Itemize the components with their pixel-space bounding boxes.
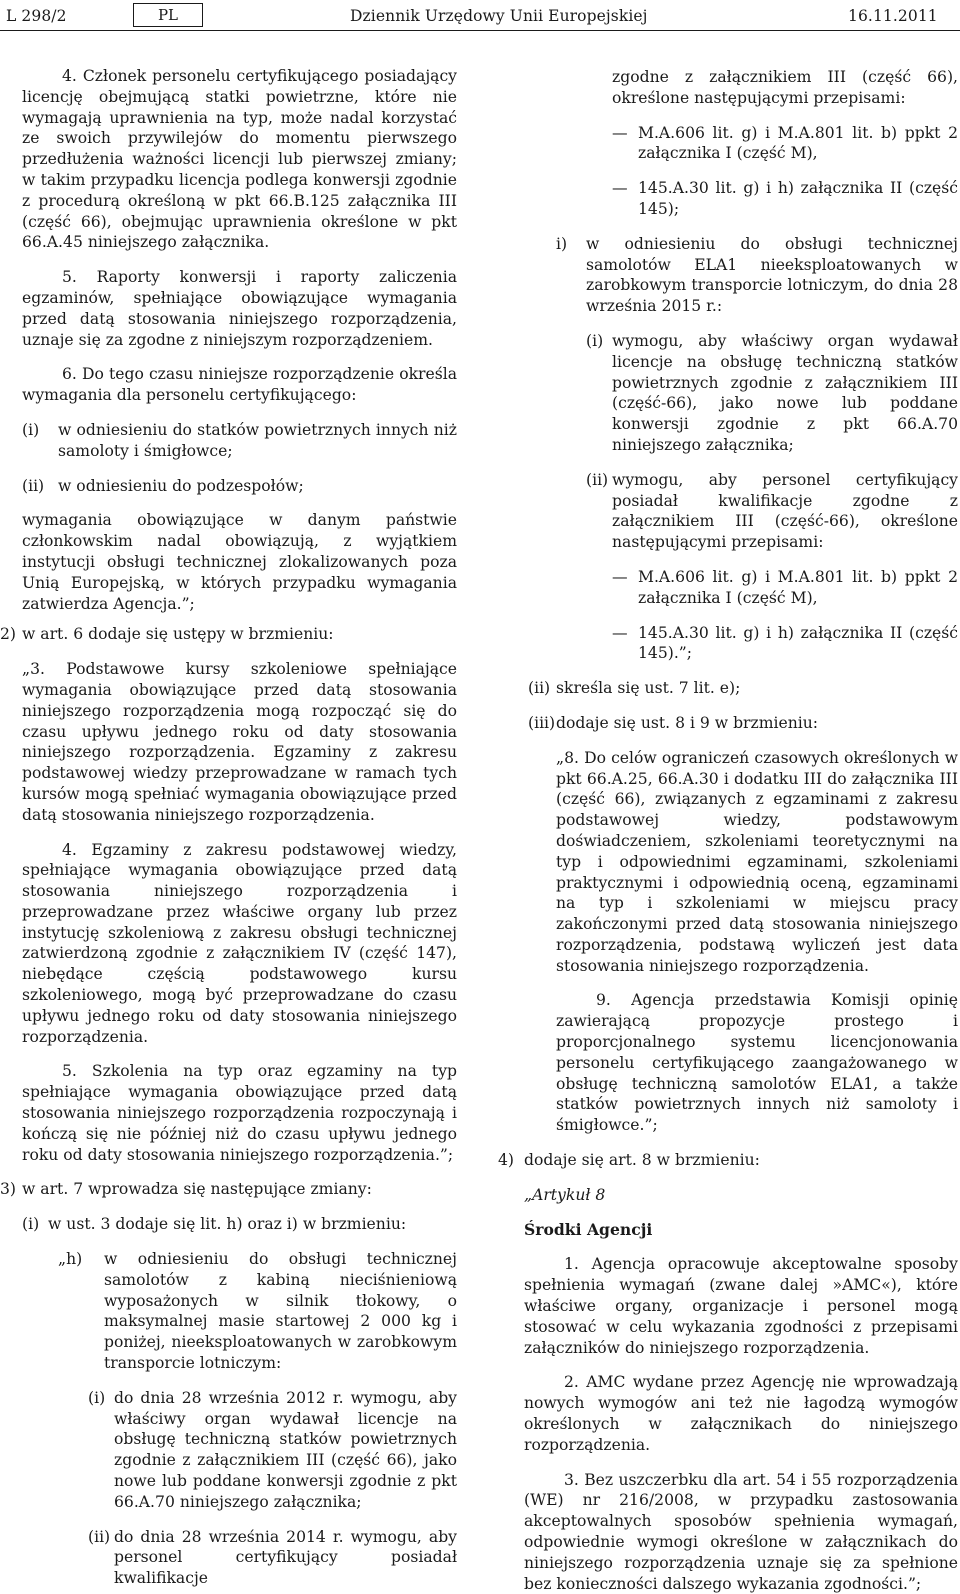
point-label: (ii): [586, 470, 609, 489]
dash-item-4: [612, 623, 958, 665]
letter-h-point-i: [88, 1388, 457, 1513]
article-8-heading: Środki Agencji: [524, 1219, 653, 1239]
dash-marker: —: [612, 179, 628, 198]
paragraph-5: 5. Raporty konwersji i raporty zaliczenia egzaminów, spełniające obowiązujące wymagania przed datą stosowania niniejszego rozporządzenia, uznaje się za zgodne z niniejszym rozporządzeniem.: [22, 268, 457, 349]
point-label: i): [556, 234, 568, 253]
letter-i-point-ii: [586, 470, 958, 553]
letter-i-point-i: [586, 331, 958, 456]
left-column: [0, 66, 457, 1589]
page-header: [0, 0, 960, 34]
dash-item-3: [612, 567, 958, 609]
dash-marker: —: [612, 567, 628, 586]
point-text: do dnia 28 września 2014 r. wymogu, aby personel certyfikujący posiadał kwalifikacje: [114, 1527, 457, 1588]
point-label: (ii): [22, 476, 45, 495]
point-label: (ii): [88, 1527, 111, 1546]
point-text: w odniesieniu do obsługi technicznej samolotów z kabiną nieciśnieniową wyposażonych w silnik tłokowy, o maksymalnej masie startowej 2 000 kg i poniżej, nieeksploatowanych w zarobkowym transporcie lotniczym:: [104, 1250, 457, 1373]
point-text: w ust. 3 dodaje się lit. h) oraz i) w brzmieniu:: [48, 1215, 407, 1234]
quoted-paragraph-5: 5. Szkolenia na typ oraz egzaminy na typ spełniające wymagania obowiązujące przed datą stosowania niniejszego rozporządzenia rozpoczynają i kończą się nie później niż do czasu upływu jednego roku od daty stosowania niniejszego rozporządzenia.”;: [22, 1062, 457, 1164]
quoted-paragraph-8: „8. Do celów ograniczeń czasowych określonych w pkt 66.A.25, 66.A.30 i dodatku III do załącznika III (część 66), związanych z egzaminami z zakresu podstawowej wiedzy, podstawowym doświadczeniem, szkoleniami teoretycznymi na typ i odpowiednimi egzaminami, szkoleniami praktycznymi i odpowiednią oceną, egzaminami na typ i szkoleniami w miejscu pracy zakończonymi przed datą stosowania niniejszego rozporządzenia, podstawą wyliczeń jest data stosowania niniejszego rozporządzenia.: [556, 748, 958, 975]
header-rule: [0, 30, 960, 31]
point-text: w art. 6 dodaje się ustępy w brzmieniu:: [22, 625, 334, 644]
dash-text: 145.A.30 lit. g) i h) załącznika II (część 145);: [638, 179, 958, 218]
dash-text: M.A.606 lit. g) i M.A.801 lit. b) ppkt 2 załącznika I (część M),: [638, 567, 958, 607]
letter-h: [58, 1249, 457, 1374]
point-label: (i): [88, 1388, 106, 1407]
paragraph-6-point-ii: [22, 476, 457, 497]
language-box: PL: [133, 3, 203, 27]
article-point-2: [0, 624, 457, 645]
point-label: (ii): [528, 679, 551, 698]
point-label: 4): [498, 1151, 515, 1170]
letter-h-point-ii: [88, 1527, 457, 1589]
letter-h-point-ii-continued: zgodne z załącznikiem III (część 66), określone następującymi przepisami:: [612, 68, 958, 107]
paragraph-6-point-i: [22, 420, 457, 462]
quoted-paragraph-4: 4. Egzaminy z zakresu podstawowej wiedzy, spełniające wymagania obowiązujące przed datą stosowania niniejszego rozporządzenia i przeprowadzane przez właściwe organy lub przez instytucję szkoleniową z zakresu obsługi technicznej zatwierdzoną zgodnie z załącznikiem IV (część 147), niebędące częścią podstawowego kursu szkoleniowego, mogą być przeprowadzane do czasu upływu jednego roku od daty stosowania niniejszego rozporządzenia.: [22, 840, 457, 1046]
article-8-title: „Artykuł 8: [524, 1185, 606, 1204]
article-8-paragraph-2: 2. AMC wydane przez Agencję nie wprowadzają nowych wymogów ani też nie łagodzą wymogów określonych w załącznikach do niniejszego rozporządzenia.: [524, 1373, 958, 1454]
article-point-3-iii: [528, 713, 958, 734]
point-label: „h): [58, 1250, 83, 1269]
point-label: (i): [22, 1215, 40, 1234]
dash-text: M.A.606 lit. g) i M.A.801 lit. b) ppkt 2 załącznika I (część M),: [638, 123, 958, 163]
point-label: (i): [22, 420, 40, 439]
point-text: dodaje się ust. 8 i 9 w brzmieniu:: [556, 713, 819, 732]
point-text: do dnia 28 września 2012 r. wymogu, aby właściwy organ wydawał licencje na obsługę techniczną statków powietrznych zgodnie z załącznikiem III (część 66), jako nowe lub poddane konwersji zgodnie z pkt 66.A.70 niniejszego załącznika;: [114, 1388, 457, 1511]
point-text: w odniesieniu do obsługi technicznej samolotów ELA1 nieeksploatowanych w zarobkowym transporcie lotniczym, do dnia 28 września 2015 r.:: [586, 234, 958, 316]
point-text: w art. 7 wprowadza się następujące zmiany:: [22, 1180, 372, 1199]
page-reference: L 298/2: [6, 7, 67, 25]
point-text: dodaje się art. 8 w brzmieniu:: [524, 1151, 760, 1170]
article-8-paragraph-1: 1. Agencja opracowuje akceptowalne sposoby spełnienia wymagań (zwane dalej »AMC«), które właściwe organy, organizacje i personel mogą stosować w celu wykazania zgodności z przepisami załączników do niniejszego rozporządzenia.: [524, 1255, 958, 1357]
point-text: skreśla się ust. 7 lit. e);: [556, 679, 741, 698]
article-point-4: [498, 1150, 958, 1171]
article-point-3-i: [22, 1214, 457, 1235]
dash-marker: —: [612, 123, 628, 142]
point-text: w odniesieniu do statków powietrznych innych niż samoloty i śmigłowce;: [58, 420, 457, 460]
article-point-3: [0, 1179, 457, 1200]
dash-text: 145.A.30 lit. g) i h) załącznika II (część 145).”;: [638, 623, 958, 663]
journal-title: Dziennik Urzędowy Unii Europejskiej: [350, 7, 648, 25]
quoted-paragraph-9: 9. Agencja przedstawia Komisji opinię zawierającą propozycje prostego i proporcjonalnego systemu licencjonowania personelu certyfikującego zaangażowanego w obsługę techniczną samolotów ELA1, a także statków powietrznych innych niż samoloty i śmigłowce.”;: [556, 991, 958, 1135]
point-text: wymogu, aby właściwy organ wydawał licencje na obsługę techniczną statków powietrznych zgodnie z załącznikiem III (część-66), jako nowe lub poddane konwersji zgodnie z pkt 66.A.70 niniejszego załącznika;: [612, 331, 958, 454]
article-8-paragraph-3: 3. Bez uszczerbku dla art. 54 i 55 rozporządzenia (WE) nr 216/2008, w przypadku zastosowania akceptowalnych sposobów spełnienia wymagań, odpowiednie wymogi określone w załącznikach do niniejszego rozporządzenia uznaje się za spełnione bez konieczności dalszego wykazania zgodności.”;: [524, 1470, 958, 1593]
paragraph-6: 6. Do tego czasu niniejsze rozporządzenie określa wymagania dla personelu certyfikującego:: [22, 365, 457, 405]
paragraph-4: 4. Członek personelu certyfikującego posiadający licencję obejmującą statki powietrzne, które nie wymagają uprawnienia na typ, może nadal korzystać ze swoich przywilejów do momentu pierwszego przedłużenia ważności licencji lub pierwszej zmiany; w takim przypadku licencja podlega konwersji zgodnie z procedurą określoną w pkt 66.B.125 załącznika III (część 66), obejmując uprawnienia określone w pkt 66.A.45 niniejszego załącznika.: [22, 67, 457, 252]
point-label: 2): [0, 625, 17, 644]
dash-item-2: [612, 178, 958, 220]
quoted-paragraph-3: „3. Podstawowe kursy szkoleniowe spełniające wymagania obowiązujące przed datą stosowania niniejszego rozporządzenia mogą rozpocząć się do czasu upływu jednego roku od daty stosowania niniejszego rozporządzenia. Egzaminy z zakresu podstawowej wiedzy przeprowadzane w ramach tych kursów mogą spełniać wymagania obowiązujące przed datą stosowania niniejszego rozporządzenia.: [22, 660, 457, 824]
point-label: (iii): [528, 713, 556, 732]
point-text: w odniesieniu do podzespołów;: [58, 476, 304, 495]
publication-date: 16.11.2011: [848, 7, 938, 25]
paragraph-6-tail: wymagania obowiązujące w danym państwie członkowskim nadal obowiązują, z wyjątkiem instytucji obsługi technicznej zlokalizowanych poza Unią Europejską, w których przypadku wymagania zatwierdza Agencja.”;: [22, 511, 457, 613]
right-column: [498, 67, 958, 1594]
letter-i: [556, 234, 958, 317]
dash-item-1: [612, 123, 958, 165]
point-label: 3): [0, 1180, 17, 1199]
dash-marker: —: [612, 623, 628, 642]
point-label: (i): [586, 331, 604, 350]
article-point-3-ii: [528, 678, 958, 699]
point-text: wymogu, aby personel certyfikujący posiadał kwalifikacje zgodne z załącznikiem III (część-66), określone następującymi przepisami:: [612, 470, 958, 552]
